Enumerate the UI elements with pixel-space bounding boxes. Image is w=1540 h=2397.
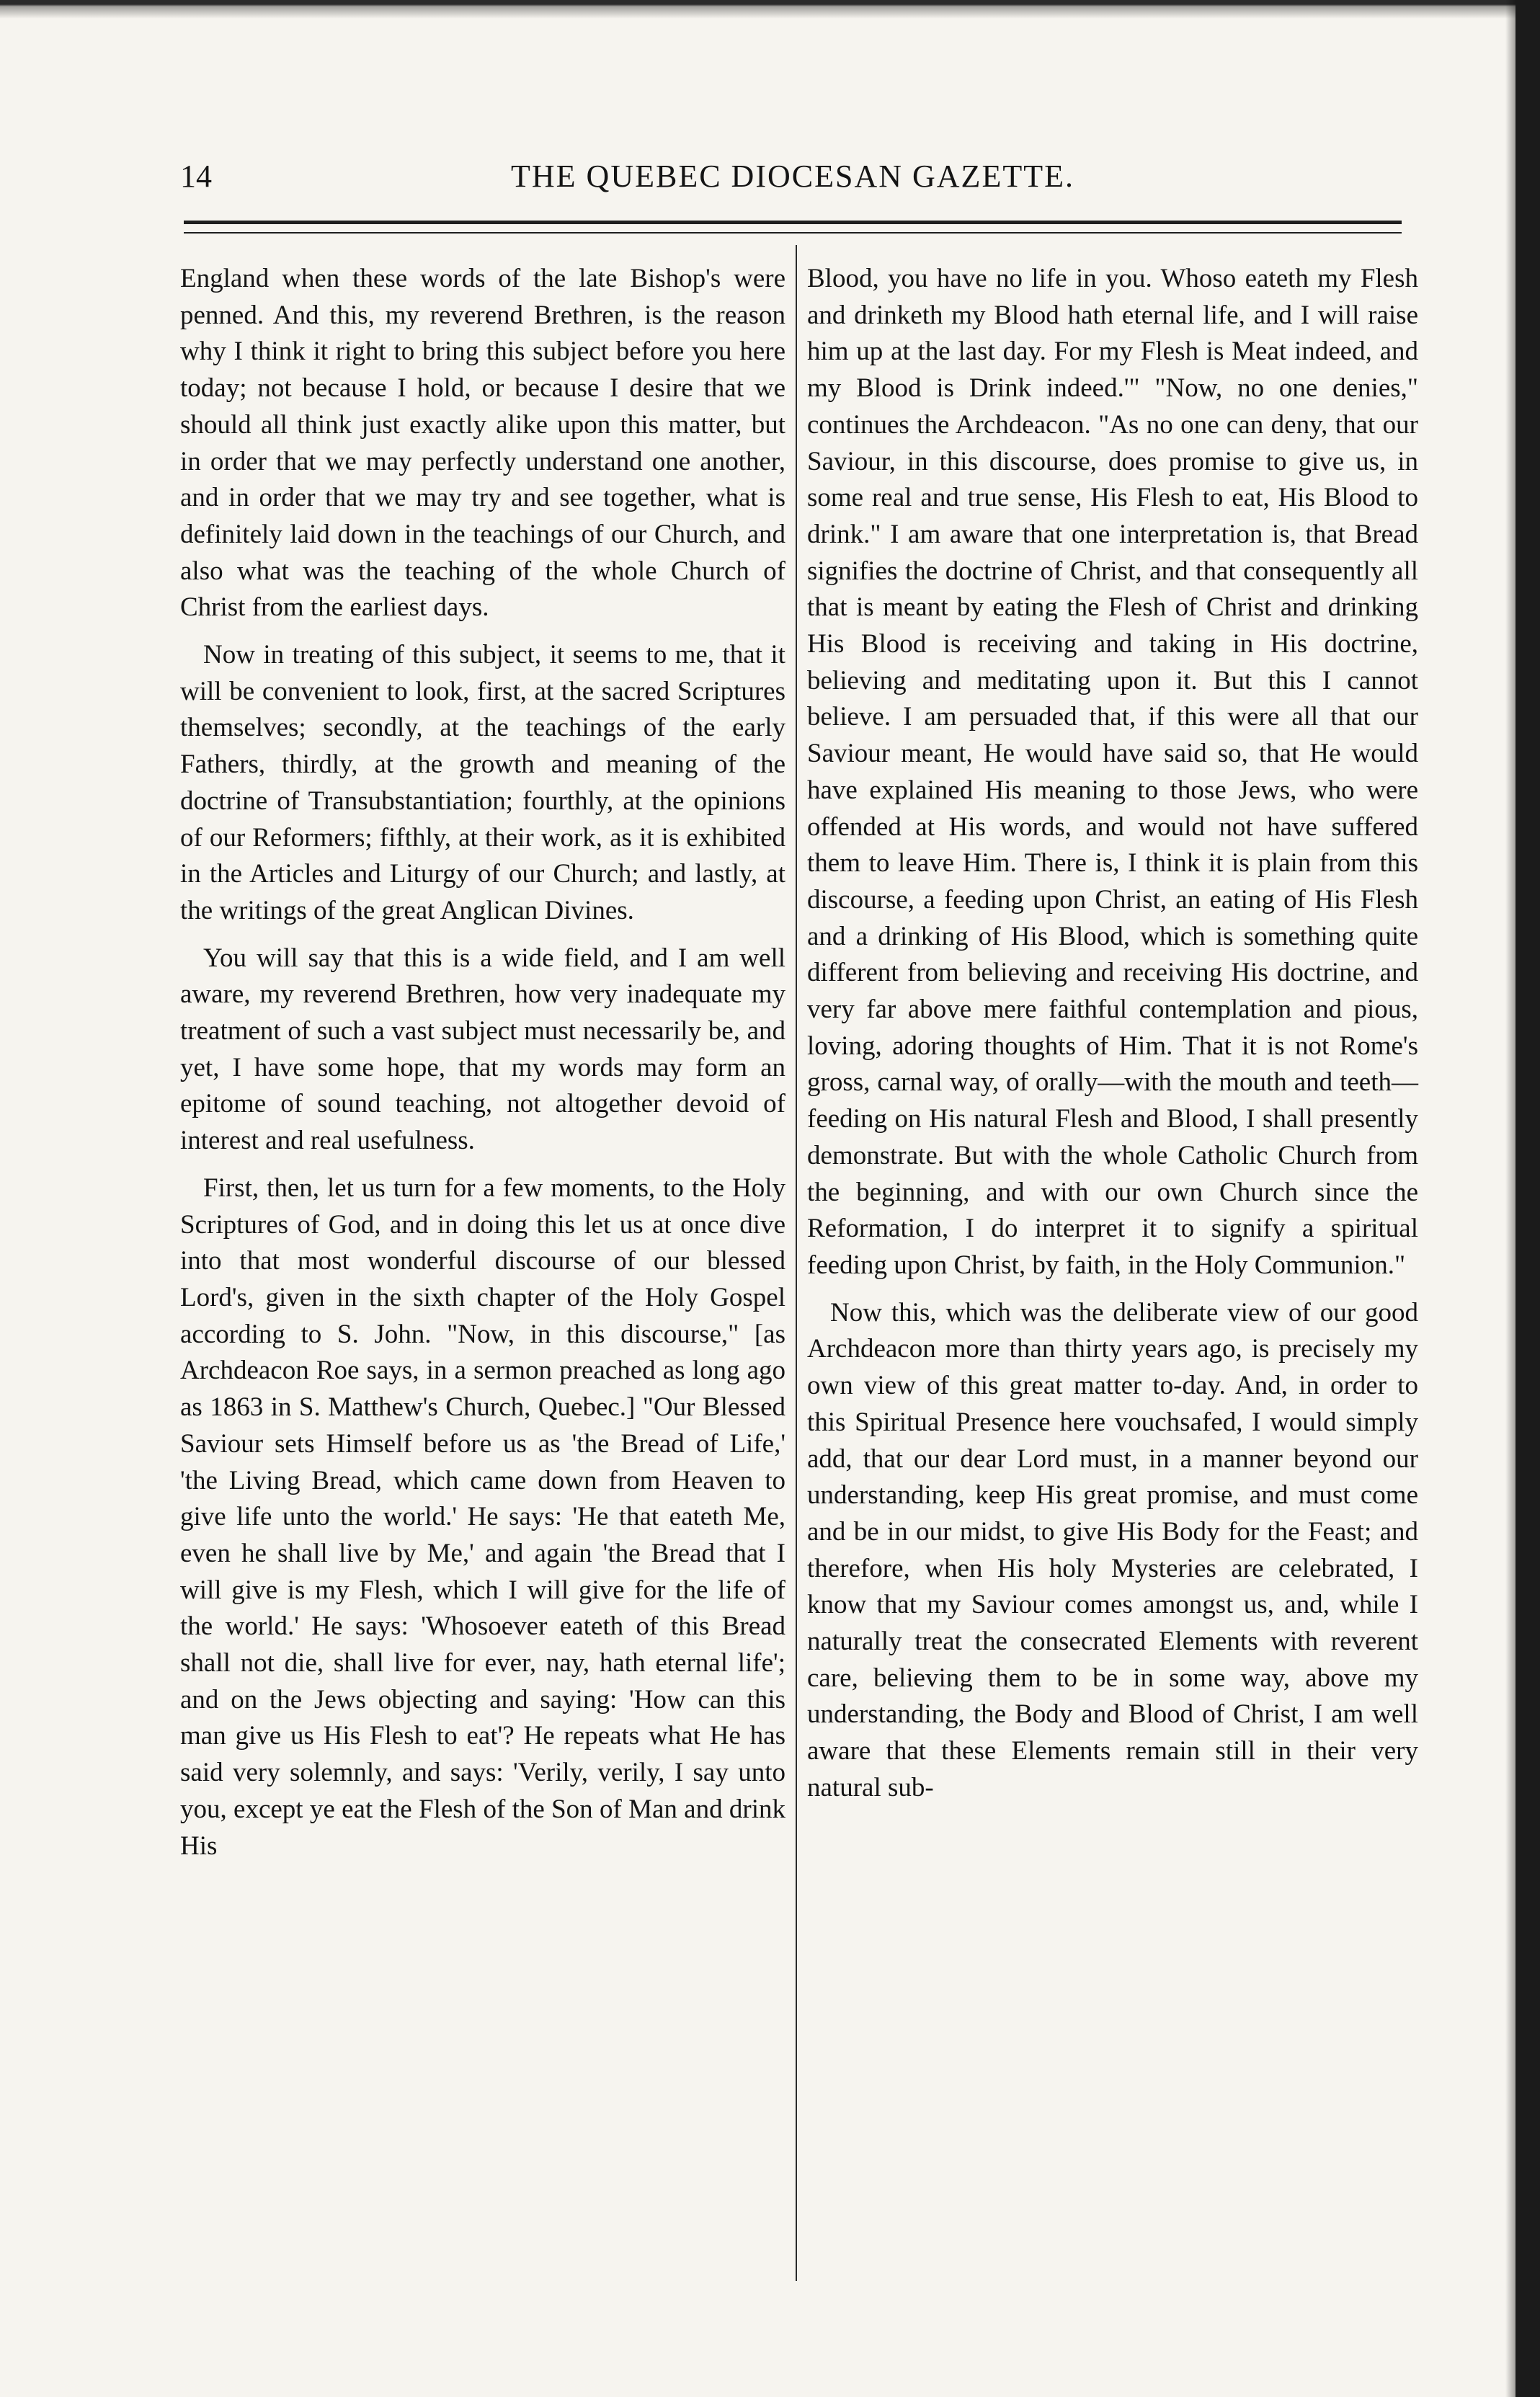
header-rule-thick bbox=[184, 221, 1402, 224]
header-rule-thin bbox=[184, 232, 1402, 234]
right-paragraph-1: Blood, you have no life in you. Whoso eateth my Flesh and drinketh my Blood hath eternal life, and I will raise him up at the last day. For my Flesh is Meat indeed, and my Blood is Drink indeed.'" "Now, no one denies," continues the Archdeacon. "As no one can deny, that our Saviour, in this discourse, does promise to give us, in some real and true sense, His Flesh to eat, His Blood to drink." I am aware that one interpretation is, that Bread signifies the doctrine of Christ, and that consequently all that is meant by eating the Flesh of Christ and drinking His Blood is receiving and taking in His doctrine, believing and meditating upon it. But this I cannot believe. I am persuaded that, if this were all that our Saviour meant, He would have said so, that He would have explained His meaning to those Jews, who were offended at His words, and would not have suffered them to leave Him. There is, I think it is plain from this discourse, a feeding upon Christ, an eating of His Flesh and a drinking of His Blood, which is something quite different from believing and receiving His doctrine, and very far above mere faithful contemplation and pious, loving, adoring thoughts of Him. That it is not Rome's gross, carnal way, of orally—with the mouth and teeth—feeding on His natural Flesh and Blood, I shall presently demonstrate. But with the whole Catholic Church from the beginning, and with our own Church since the Reformation, I do interpret it to signify a spiritual feeding upon Christ, by faith, in the Holy Communion." bbox=[807, 264, 1418, 1280]
right-column bbox=[807, 261, 1418, 1807]
column-divider bbox=[796, 245, 797, 2281]
right-paragraph-2: Now this, which was the deliberate view of our good Archdeacon more than thirty years ago, is precisely my own view of this great matter to-day. And, in order to this Spiritual Presence here vouchsafed, I would simply add, that our dear Lord must, in a manner beyond our understanding, keep His great promise, and must come and be in our midst, to give His Body for the Feast; and therefore, when His holy Mysteries are celebrated, I know that my Saviour comes amongst us, and, while I naturally treat the consecrated Elements with reverent care, believing them to be in some way, above my understanding, the Body and Blood of Christ, I am well aware that these Elements remain still in their very natural sub- bbox=[807, 1297, 1418, 1802]
scan-binding-edge bbox=[1515, 0, 1540, 2397]
page-number: 14 bbox=[180, 159, 212, 194]
page-header bbox=[173, 155, 1412, 205]
left-paragraph-2: Now in treating of this subject, it seems to me, that it will be convenient to look, first, at the sacred Scriptures themselves; secondly, at the teachings of the early Fathers, thirdly, at the growth and meaning of the doctrine of Transubstantiation; fourthly, at the opinions of our Reformers; fifthly, at their work, as it is exhibited in the Articles and Liturgy of our Church; and lastly, at the writings of the great Anglican Divines. bbox=[180, 640, 785, 925]
running-title: THE QUEBEC DIOCESAN GAZETTE. bbox=[511, 159, 1074, 194]
scan-top-edge bbox=[0, 0, 1540, 19]
left-paragraph-4: First, then, let us turn for a few moments, to the Holy Scriptures of God, and in doing this let us at once dive into that most wonderful discourse of our blessed Lord's, given in the sixth chapter of the Holy Gospel according to S. John. "Now, in this discourse," [as Archdeacon Roe says, in a sermon preached as long ago as 1863 in S. Matthew's Church, Quebec.] "Our Blessed Saviour sets Himself before us as 'the Bread of Life,' 'the Living Bread, which came down from Heaven to give life unto the world.' He says: 'He that eateth Me, even he shall live by Me,' and again 'the Bread that I will give is my Flesh, which I will give for the life of the world.' He says: 'Whosoever eateth of this Bread shall not die, shall live for ever, nay, hath eternal life'; and on the Jews objecting and saying: 'How can this man give us His Flesh to eat'? He repeats what He has said very solemnly, and says: 'Verily, verily, I say unto you, except ye eat the Flesh of the Son of Man and drink His bbox=[180, 1173, 785, 1861]
left-paragraph-3: You will say that this is a wide field, and I am well aware, my reverend Brethren, how very inadequate my treatment of such a vast subject must necessarily be, and yet, I have some hope, that my words may form an epitome of sound teaching, not altogether devoid of interest and real usefulness. bbox=[180, 943, 785, 1156]
scan-binding-shadow bbox=[1505, 0, 1515, 2397]
left-paragraph-1: England when these words of the late Bishop's were penned. And this, my reverend Brethren, is the reason why I think it right to bring this subject before you here today; not because I hold, or because I desire that we should all think just exactly alike upon this matter, but in order that we may perfectly understand one another, and in order that we may try and see together, what is definitely laid down in the teachings of our Church, and also what was the teaching of the whole Church of Christ from the earliest days. bbox=[180, 264, 785, 623]
left-column bbox=[180, 261, 785, 1864]
